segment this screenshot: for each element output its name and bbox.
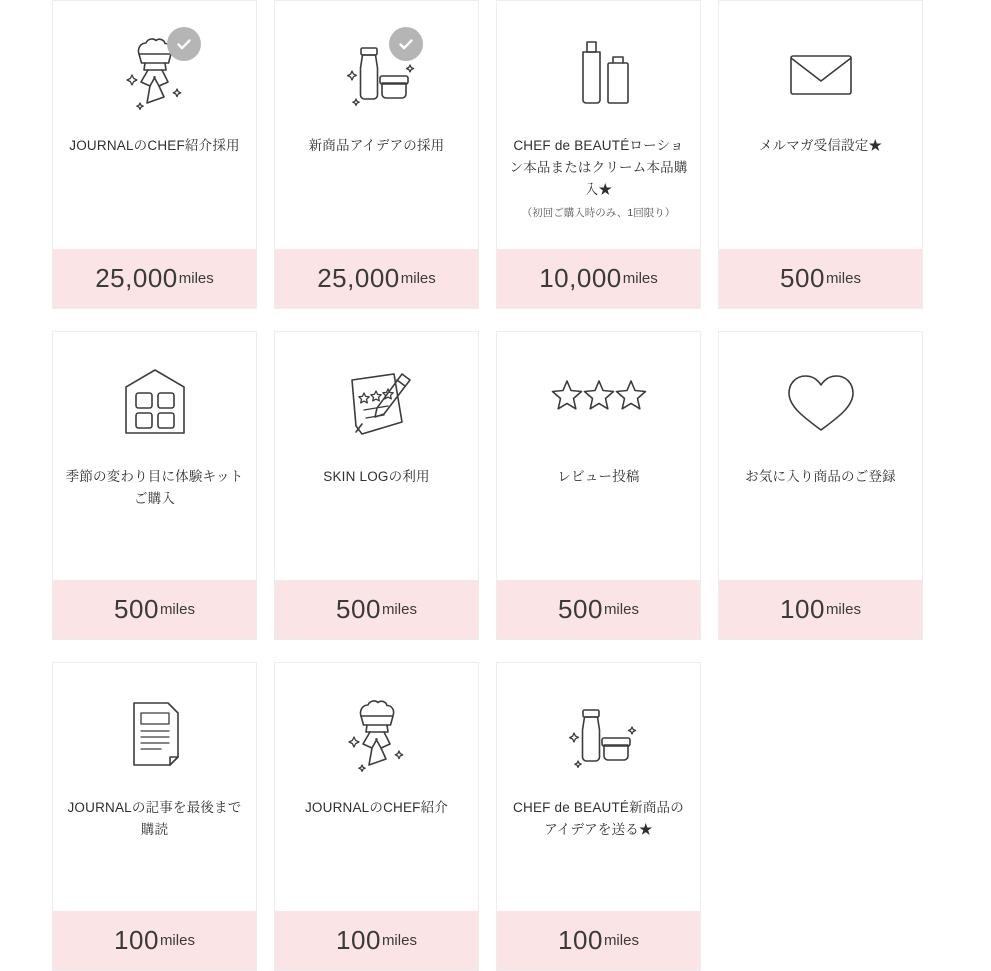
miles-amount: 25,000 bbox=[317, 263, 400, 293]
miles-unit: miles bbox=[400, 269, 436, 287]
miles-card-body bbox=[53, 1, 256, 249]
miles-unit: miles bbox=[159, 931, 195, 949]
miles-card-footer bbox=[53, 911, 256, 970]
miles-card-title bbox=[305, 797, 448, 819]
three-stars-icon bbox=[509, 350, 688, 456]
miles-card-title bbox=[509, 797, 688, 841]
miles-card[interactable] bbox=[274, 662, 479, 971]
cosmetics-tube-jar-icon bbox=[287, 19, 466, 125]
miles-amount: 500 bbox=[558, 594, 603, 624]
miles-card-title-text: SKIN LOGの利用 bbox=[323, 469, 430, 484]
miles-card-footer bbox=[719, 580, 922, 639]
miles-card-title-text: JOURNALのCHEF紹介 bbox=[304, 800, 449, 815]
miles-card[interactable] bbox=[52, 331, 257, 640]
miles-card-title bbox=[745, 466, 896, 488]
miles-unit: miles bbox=[159, 600, 195, 618]
miles-card[interactable] bbox=[52, 0, 257, 309]
miles-card-title-text: レビュー投稿 bbox=[557, 469, 640, 484]
miles-card-title bbox=[65, 797, 244, 841]
miles-card-footer bbox=[275, 580, 478, 639]
mail-envelope-icon bbox=[731, 19, 910, 125]
miles-card-title bbox=[69, 135, 239, 157]
heart-icon bbox=[731, 350, 910, 456]
miles-card-footer bbox=[275, 249, 478, 308]
miles-unit: miles bbox=[825, 600, 861, 618]
miles-amount: 100 bbox=[558, 925, 603, 955]
miles-card-footer bbox=[53, 249, 256, 308]
miles-card-footer bbox=[497, 580, 700, 639]
skin-log-note-pen-icon bbox=[287, 350, 466, 456]
miles-card-title-text: メルマガ受信設定★ bbox=[758, 138, 883, 153]
miles-card-title bbox=[65, 466, 244, 510]
miles-card-title bbox=[557, 466, 639, 488]
miles-unit: miles bbox=[381, 931, 417, 949]
miles-card-title-text: JOURNALの記事を最後まで購読 bbox=[67, 800, 242, 837]
miles-card-body bbox=[53, 663, 256, 911]
miles-amount: 100 bbox=[114, 925, 159, 955]
miles-card-body bbox=[719, 1, 922, 249]
miles-card-title-text: CHEF de BEAUTÉローション本品またはクリーム本品購入★ bbox=[509, 138, 688, 197]
miles-card-footer bbox=[497, 249, 700, 308]
seasonal-kit-box-icon bbox=[65, 350, 244, 456]
miles-card-title-text: お気に入り商品のご登録 bbox=[745, 469, 896, 484]
miles-card-body bbox=[719, 332, 922, 580]
miles-unit: miles bbox=[381, 600, 417, 618]
miles-card-title bbox=[509, 135, 688, 222]
miles-card-title bbox=[759, 135, 882, 157]
miles-card[interactable] bbox=[496, 662, 701, 971]
lotion-bottles-icon bbox=[509, 19, 688, 125]
miles-unit: miles bbox=[178, 269, 214, 287]
article-document-icon bbox=[65, 681, 244, 787]
miles-card-body bbox=[275, 663, 478, 911]
miles-card[interactable] bbox=[496, 0, 701, 309]
miles-amount: 100 bbox=[780, 594, 825, 624]
miles-amount: 500 bbox=[336, 594, 381, 624]
miles-card-body bbox=[275, 1, 478, 249]
check-circle-icon bbox=[167, 27, 201, 61]
miles-card-grid bbox=[52, 0, 991, 971]
miles-card-footer bbox=[275, 911, 478, 970]
chef-illustration-icon bbox=[65, 19, 244, 125]
miles-card-body bbox=[497, 663, 700, 911]
miles-card-title-text: 季節の変わり目に体験キットご購入 bbox=[65, 469, 244, 506]
miles-card-title bbox=[309, 135, 445, 157]
miles-card[interactable] bbox=[52, 662, 257, 971]
miles-card-body bbox=[275, 332, 478, 580]
miles-card[interactable] bbox=[274, 0, 479, 309]
miles-card-body bbox=[497, 332, 700, 580]
miles-amount: 25,000 bbox=[95, 263, 178, 293]
miles-amount: 500 bbox=[114, 594, 159, 624]
miles-card-body bbox=[497, 1, 700, 249]
miles-card[interactable] bbox=[274, 331, 479, 640]
miles-card[interactable] bbox=[496, 331, 701, 640]
miles-card-title-text: JOURNALのCHEF紹介採用 bbox=[69, 138, 240, 153]
miles-unit: miles bbox=[622, 269, 658, 287]
miles-card-title bbox=[323, 466, 429, 488]
miles-amount: 500 bbox=[780, 263, 825, 293]
cosmetics-tube-jar-icon bbox=[509, 681, 688, 787]
miles-card[interactable] bbox=[718, 331, 923, 640]
miles-amount: 100 bbox=[336, 925, 381, 955]
miles-card-title-text: CHEF de BEAUTÉ新商品のアイデアを送る★ bbox=[513, 800, 684, 837]
miles-card-footer bbox=[53, 580, 256, 639]
miles-card-title-note: （初回ご購入時のみ、1回限り） bbox=[521, 206, 676, 219]
miles-unit: miles bbox=[825, 269, 861, 287]
miles-card-footer bbox=[719, 249, 922, 308]
miles-unit: miles bbox=[603, 931, 639, 949]
check-circle-icon bbox=[389, 27, 423, 61]
miles-card[interactable] bbox=[718, 0, 923, 309]
miles-unit: miles bbox=[603, 600, 639, 618]
miles-amount: 10,000 bbox=[539, 263, 622, 293]
miles-card-body bbox=[53, 332, 256, 580]
miles-card-title-text: 新商品アイデアの採用 bbox=[308, 138, 445, 153]
miles-card-footer bbox=[497, 911, 700, 970]
chef-illustration-icon bbox=[287, 681, 466, 787]
